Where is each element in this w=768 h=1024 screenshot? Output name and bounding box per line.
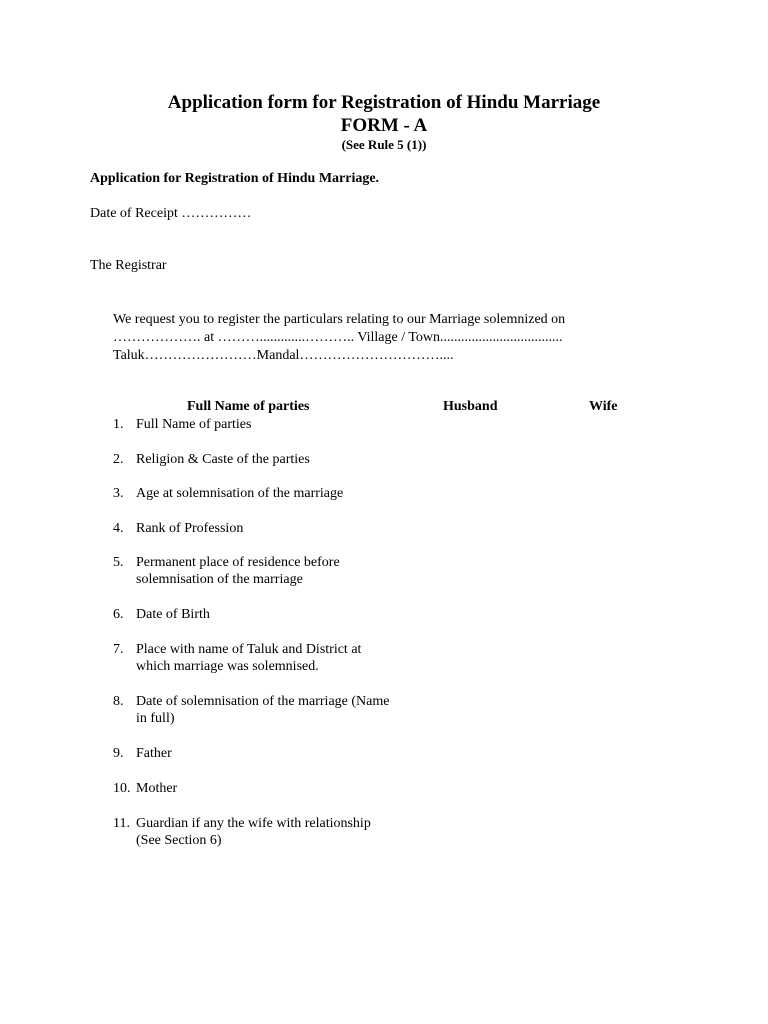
list-item [113, 485, 343, 502]
item-label: Father [136, 746, 172, 761]
item-label: Place with name of Taluk and District at [136, 642, 362, 657]
item-number: 10. [113, 781, 131, 796]
item-number: 9. [113, 746, 124, 761]
item-number: 7. [113, 642, 124, 657]
item-label: Permanent place of residence before [136, 555, 340, 570]
item-number: 3. [113, 486, 124, 501]
registrar-addressee: The Registrar [90, 258, 167, 273]
column-header-parties: Full Name of parties [187, 399, 310, 414]
request-line-1: We request you to register the particulars relating to our Marriage solemnized on [113, 312, 566, 327]
column-header-wife: Wife [589, 399, 618, 414]
list-item [113, 745, 172, 762]
item-label-cont: (See Section 6) [136, 833, 222, 848]
form-title: Application form for Registration of Hindu Marriage [167, 92, 601, 113]
list-item [113, 416, 251, 433]
item-label: Full Name of parties [136, 417, 252, 432]
item-label-cont: in full) [136, 711, 175, 726]
list-item [113, 520, 243, 537]
item-label: Mother [136, 781, 178, 796]
list-item [113, 451, 310, 468]
list-item [113, 606, 210, 623]
item-label: Age at solemnisation of the marriage [136, 486, 344, 501]
item-number: 5. [113, 555, 124, 570]
list-item [113, 780, 177, 797]
item-number: 1. [113, 417, 124, 432]
list-item [113, 693, 389, 727]
item-label: Religion & Caste of the parties [136, 452, 310, 467]
form-name: FORM - A [340, 115, 428, 136]
item-label: Date of Birth [136, 607, 210, 622]
request-line-3: Taluk……………………Mandal………………………….... [113, 348, 454, 363]
item-label: Date of solemnisation of the marriage (Name [136, 694, 390, 709]
column-header-husband: Husband [443, 399, 498, 414]
rule-reference: (See Rule 5 (1)) [341, 137, 427, 152]
item-number: 8. [113, 694, 124, 709]
item-number: 2. [113, 452, 124, 467]
list-item [113, 641, 361, 675]
item-label: Guardian if any the wife with relationship [136, 816, 371, 831]
application-heading: Application for Registration of Hindu Marriage. [90, 171, 380, 186]
item-number: 4. [113, 521, 124, 536]
item-label: Rank of Profession [136, 521, 244, 536]
list-item [113, 815, 371, 849]
list-item [113, 554, 340, 588]
request-line-2: ………………. at ……….............……….. Village / Town................................... [113, 330, 563, 345]
date-of-receipt: Date of Receipt …………… [90, 206, 252, 221]
item-number: 11. [113, 816, 130, 831]
item-label-cont: solemnisation of the marriage [136, 572, 303, 587]
item-label-cont: which marriage was solemnised. [136, 659, 319, 674]
item-number: 6. [113, 607, 124, 622]
